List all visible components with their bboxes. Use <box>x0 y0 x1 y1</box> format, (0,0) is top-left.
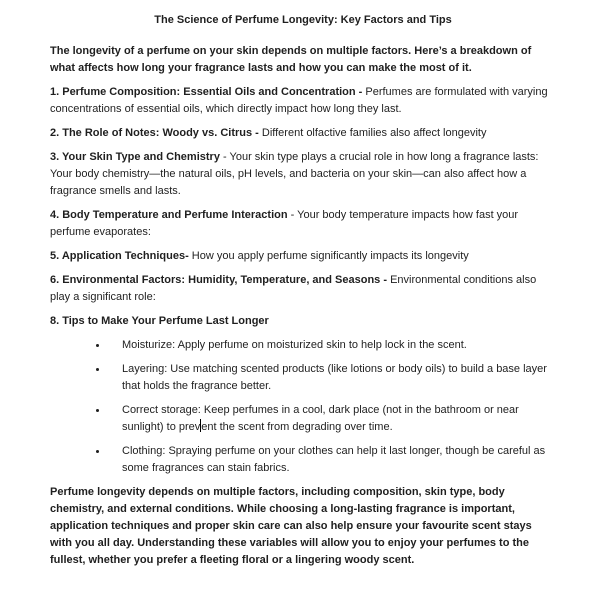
conclusion-paragraph[interactable]: Perfume longevity depends on multiple factors, including composition, skin type, body chemistry, and external conditions. While choosing a long-lasting fragrance is important, application techniques and proper skin care can also help ensure your favourite scent stays with you all day. Understanding these variables will allow you to enjoy your perfumes to the fullest, whether you prefer a fleeting floral or a lingering woody scent. <box>50 486 532 566</box>
tips-list <box>50 337 556 477</box>
intro-paragraph[interactable]: The longevity of a perfume on your skin depends on multiple factors. Here’s a breakdown of what affects how long your fragrance lasts and how you can make the most of it. <box>50 45 532 74</box>
bullet-text-after-cursor: ent the scent from degrading over time. <box>201 421 393 433</box>
bullet-text: Moisturize: Apply perfume on moisturized skin to help lock in the scent. <box>122 339 467 351</box>
section-6-body: Environmental conditions also play a significant role: <box>50 274 537 303</box>
bullet-text: Layering: Use matching scented products (like lotions or body oils) to build a base layer that holds the fragrance better. <box>122 363 547 392</box>
list-item-clothing[interactable] <box>122 443 556 477</box>
list-item-correct-storage[interactable] <box>122 402 556 436</box>
section-5-lead: 5. Application Techniques- <box>50 250 189 262</box>
section-4-lead: 4. Body Temperature and Perfume Interaction <box>50 209 288 221</box>
document-title: The Science of Perfume Longevity: Key Factors and Tips <box>154 14 452 26</box>
section-paragraph-5[interactable] <box>50 248 556 265</box>
section-3-lead: 3. Your Skin Type and Chemistry <box>50 151 220 163</box>
section-2-lead: 2. The Role of Notes: Woody vs. Citrus - <box>50 127 259 139</box>
section-paragraph-3[interactable] <box>50 149 556 200</box>
section-1-lead: 1. Perfume Composition: Essential Oils and Concentration - <box>50 86 363 98</box>
section-paragraph-6[interactable] <box>50 272 556 306</box>
list-item-moisturize[interactable] <box>122 337 556 354</box>
section-4-body: - Your body temperature impacts how fast your perfume evaporates: <box>50 209 519 238</box>
tips-heading[interactable]: 8. Tips to Make Your Perfume Last Longer <box>50 315 269 327</box>
section-paragraph-4[interactable] <box>50 207 556 241</box>
section-paragraph-2[interactable] <box>50 125 556 142</box>
section-2-body: Different olfactive families also affect longevity <box>258 127 487 139</box>
section-5-body: How you apply perfume significantly impacts its longevity <box>188 250 469 262</box>
section-1-body: Perfumes are formulated with varying concentrations of essential oils, which directly impact how long they last. <box>50 86 548 115</box>
section-3-body: - Your skin type plays a crucial role in how long a fragrance lasts: Your body chemistry—the natural oils, pH levels, and bacteria on your skin—can also affect how a fragrance smells and lasts. <box>50 151 539 197</box>
section-paragraph-1[interactable] <box>50 84 556 118</box>
bullet-text-before-cursor: Correct storage: Keep perfumes in a cool, dark place (not in the bathroom or near sunlight) to prev <box>122 404 519 433</box>
list-item-layering[interactable] <box>122 361 556 395</box>
bullet-text: Clothing: Spraying perfume on your clothes can help it last longer, though be careful as some fragrances can stain fabrics. <box>122 445 546 474</box>
section-6-lead: 6. Environmental Factors: Humidity, Temperature, and Seasons - <box>50 274 388 286</box>
